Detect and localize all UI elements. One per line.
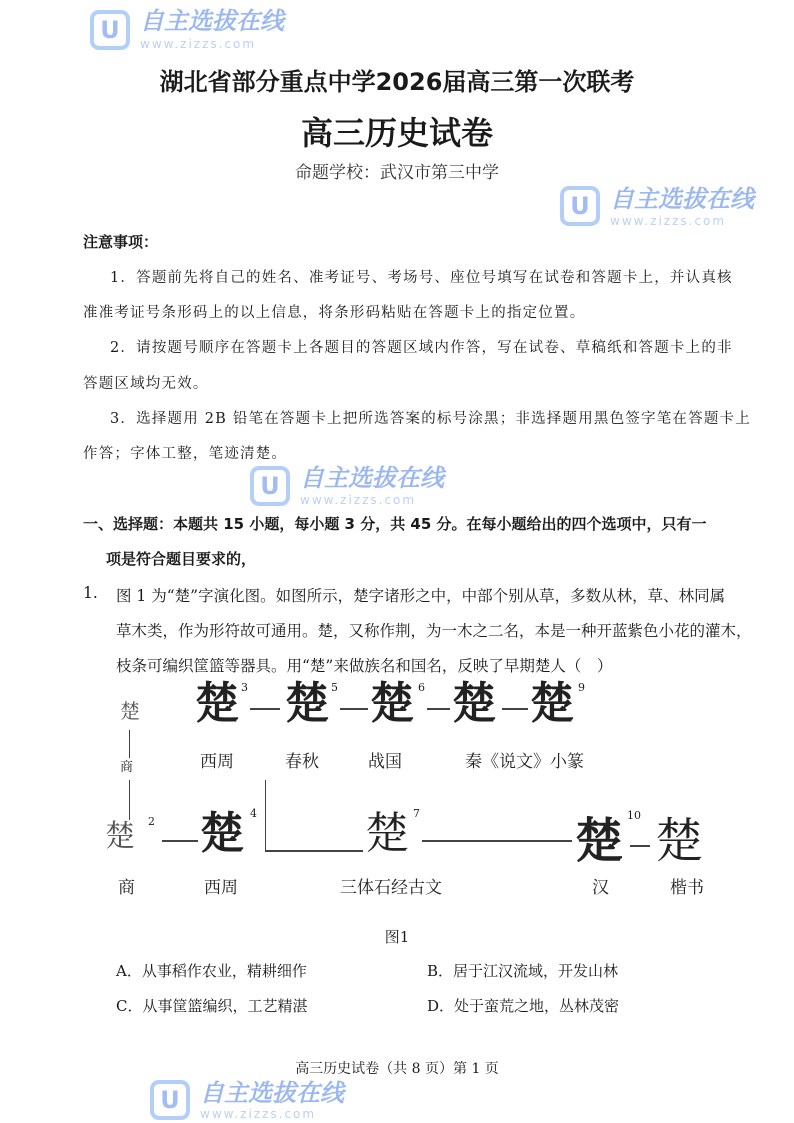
glyph-number: 9 xyxy=(578,681,585,694)
glyph-8: 楚 xyxy=(452,678,496,729)
watermark-url: www.zizzs.com xyxy=(140,37,257,51)
option-b[interactable]: B．居于江汉流域，开发山林 xyxy=(427,962,619,980)
label-chunqiu: 春秋 xyxy=(285,752,319,772)
glyph-number: 5 xyxy=(331,681,338,694)
notice-line: 1．答题前先将自己的姓名、准考证号、考场号、座位号填写在试卷和答题卡上，并认真核 xyxy=(110,270,733,286)
figure-caption: 图1 xyxy=(384,928,410,946)
notice-line: 2．请按题号顺序在答题卡上各题目的答题区域内作答，写在试卷、草稿纸和答题卡上的非 xyxy=(110,340,733,356)
watermark-url: www.zizzs.com xyxy=(300,493,417,507)
glyph-10: 楚 xyxy=(575,813,624,869)
notice-line: 准准考证号条形码上的以上信息，将条形码粘贴在答题卡上的指定位置。 xyxy=(83,305,586,321)
connector-line xyxy=(422,840,572,842)
watermark-logo-icon: U xyxy=(150,1080,190,1120)
label-han: 汉 xyxy=(592,878,609,898)
glyph-number: 2 xyxy=(148,815,155,828)
figure-chu-evolution xyxy=(100,680,720,910)
label-xizhou: 西周 xyxy=(200,752,234,772)
section-heading: 一、选择题：本题共 15 小题，每小题 3 分，共 45 分。在每小题给出的四个选项中，只有一 xyxy=(83,515,707,533)
connector-line xyxy=(129,730,130,758)
glyph-number: 3 xyxy=(241,681,248,694)
watermark-logo-icon: U xyxy=(90,10,130,50)
glyph-3: 楚 xyxy=(195,678,239,729)
label-xizhou-2: 西周 xyxy=(204,878,238,898)
paper-title: 高三历史试卷 xyxy=(300,114,493,152)
connector-line xyxy=(250,708,280,710)
glyph-number: 10 xyxy=(627,809,641,822)
connector-line xyxy=(427,708,450,710)
glyph-11: 楚 xyxy=(655,813,704,869)
label-shuowen: 秦《说文》小篆 xyxy=(465,752,584,772)
glyph-4: 楚 xyxy=(200,808,244,859)
glyph-7: 楚 xyxy=(365,808,409,859)
connector-line xyxy=(502,708,528,710)
glyph-2: 楚 xyxy=(105,819,135,854)
question-number: 1. xyxy=(83,584,98,602)
watermark-url: www.zizzs.com xyxy=(610,214,727,228)
notice-line: 答题区域均无效。 xyxy=(83,376,209,392)
glyph-6: 楚 xyxy=(370,678,414,729)
watermark-url: www.zizzs.com xyxy=(200,1107,317,1121)
watermark-text: 自主选拔在线 xyxy=(300,464,444,492)
connector-line xyxy=(162,840,198,842)
section-heading-cont: 项是符合题目要求的， xyxy=(106,550,257,568)
question-text: 草木类，作为形符故可通用。楚，又称作荆，为一木之二名，本是一种开蓝紫色小花的灌木， xyxy=(116,622,752,640)
glyph-5: 楚 xyxy=(285,678,329,729)
label-shang: 商 xyxy=(120,760,134,775)
option-c[interactable]: C．从事筐篮编织，工艺精湛 xyxy=(116,997,308,1015)
watermark-logo-icon: U xyxy=(250,466,290,506)
label-zhanguo: 战国 xyxy=(368,752,402,772)
glyph-1: 楚 xyxy=(120,699,140,723)
page-footer: 高三历史试卷（共 8 页）第 1 页 xyxy=(295,1061,499,1077)
option-a[interactable]: A．从事稻作农业，精耕细作 xyxy=(116,962,307,980)
watermark-text: 自主选拔在线 xyxy=(140,7,284,35)
label-santi: 三体石经古文 xyxy=(340,878,442,898)
connector-line xyxy=(265,780,266,850)
notice-line: 作答；字体工整，笔迹清楚。 xyxy=(83,446,288,462)
connector-line xyxy=(630,845,650,847)
glyph-number: 6 xyxy=(418,681,425,694)
connector-line xyxy=(129,780,130,820)
label-kaishu: 楷书 xyxy=(670,878,704,898)
label-shang-2: 商 xyxy=(118,878,135,898)
watermark-logo-icon: U xyxy=(560,186,600,226)
question-text: 图 1 为“楚”字演化图。如图所示，楚字诸形之中，中部个别从草，多数从林，草、林同属 xyxy=(116,587,726,605)
notice-heading: 注意事项： xyxy=(83,233,159,251)
glyph-number: 4 xyxy=(250,807,257,820)
connector-line xyxy=(340,708,368,710)
connector-line xyxy=(265,850,363,852)
glyph-number: 7 xyxy=(413,807,420,820)
glyph-9: 楚 xyxy=(530,678,574,729)
option-d[interactable]: D．处于蛮荒之地，丛林茂密 xyxy=(427,997,620,1015)
notice-line: 3．选择题用 2B 铅笔在答题卡上把所选答案的标号涂黑；非选择题用黑色签字笔在答题卡上 xyxy=(110,411,751,427)
watermark-text: 自主选拔在线 xyxy=(610,185,754,213)
exam-title: 湖北省部分重点中学2026届高三第一次联考 xyxy=(159,68,635,96)
question-text: 枝条可编织筐篮等器具。用“楚”来做族名和国名，反映了早期楚人（ ） xyxy=(116,657,613,675)
watermark-text: 自主选拔在线 xyxy=(200,1079,344,1107)
school-line: 命题学校：武汉市第三中学 xyxy=(295,163,499,183)
